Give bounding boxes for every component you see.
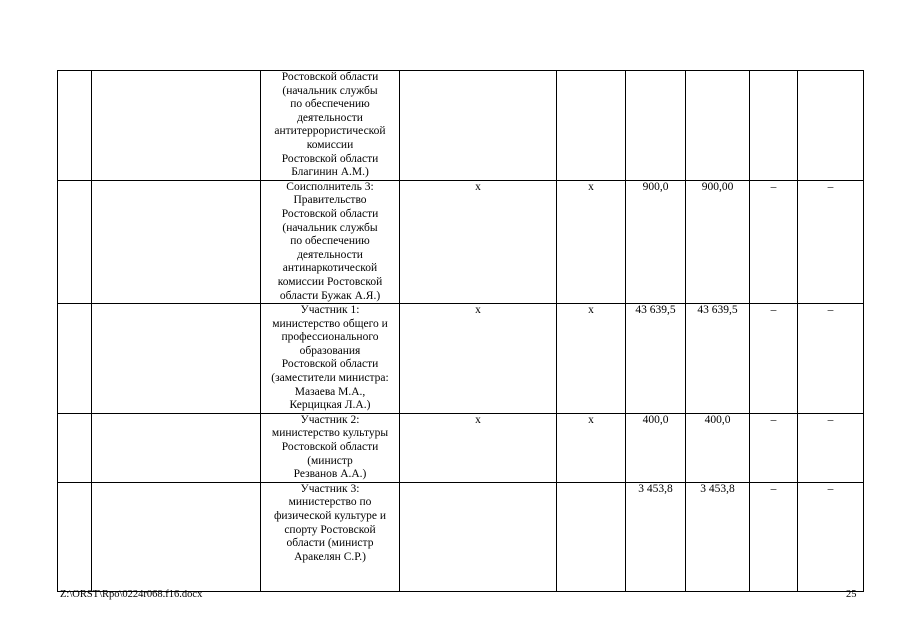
value-cell: –	[798, 413, 864, 482]
title-cell	[92, 482, 261, 591]
value-cell: 3 453,8	[686, 482, 750, 591]
value-cell: x	[400, 413, 557, 482]
value-cell: 3 453,8	[626, 482, 686, 591]
value-cell	[400, 482, 557, 591]
value-cell: –	[750, 413, 798, 482]
value-cell	[750, 71, 798, 181]
value-cell: x	[557, 413, 626, 482]
number-cell	[58, 482, 92, 591]
value-cell: 43 639,5	[686, 304, 750, 414]
number-cell	[58, 180, 92, 303]
page-number: 25	[846, 589, 857, 600]
table-row	[58, 304, 864, 414]
executor-cell: Соисполнитель 3: Правительство Ростовской области (начальник службы по обеспечению деятельности антинаркотической комиссии Ростовской области Бужак А.Я.)	[261, 180, 400, 303]
value-cell: 400,0	[626, 413, 686, 482]
table-row	[58, 180, 864, 303]
value-cell	[557, 482, 626, 591]
value-cell	[686, 71, 750, 181]
value-cell	[400, 71, 557, 181]
executor-cell: Ростовской области (начальник службы по обеспечению деятельности антитеррористической комиссии Ростовской области Благинин А.М.)	[261, 71, 400, 181]
value-cell: –	[750, 304, 798, 414]
executor-cell: Участник 2: министерство культуры Ростовской области (министр Резванов А.А.)	[261, 413, 400, 482]
number-cell	[58, 71, 92, 181]
value-cell: x	[400, 180, 557, 303]
table-row	[58, 413, 864, 482]
budget-table	[57, 70, 864, 592]
title-cell	[92, 413, 261, 482]
value-cell	[626, 71, 686, 181]
value-cell: 43 639,5	[626, 304, 686, 414]
value-cell: 900,0	[626, 180, 686, 303]
value-cell: x	[557, 304, 626, 414]
value-cell: 900,00	[686, 180, 750, 303]
title-cell	[92, 71, 261, 181]
table-row	[58, 482, 864, 591]
value-cell: –	[750, 180, 798, 303]
executor-cell: Участник 1: министерство общего и профессионального образования Ростовской области (заместители министра: Мазаева М.А., Керцицкая Л.А.)	[261, 304, 400, 414]
value-cell: –	[750, 482, 798, 591]
table-row	[58, 71, 864, 181]
value-cell	[798, 71, 864, 181]
file-path-footer: Z:\ORST\Rpo\0224r068.f16.docx	[60, 589, 203, 600]
executor-cell: Участник 3: министерство по физической культуре и спорту Ростовской области (министр Аракелян С.Р.)	[261, 482, 400, 591]
title-cell	[92, 304, 261, 414]
value-cell: x	[400, 304, 557, 414]
value-cell: –	[798, 304, 864, 414]
value-cell: 400,0	[686, 413, 750, 482]
value-cell: x	[557, 180, 626, 303]
value-cell: –	[798, 180, 864, 303]
value-cell	[557, 71, 626, 181]
value-cell: –	[798, 482, 864, 591]
number-cell	[58, 304, 92, 414]
number-cell	[58, 413, 92, 482]
title-cell	[92, 180, 261, 303]
